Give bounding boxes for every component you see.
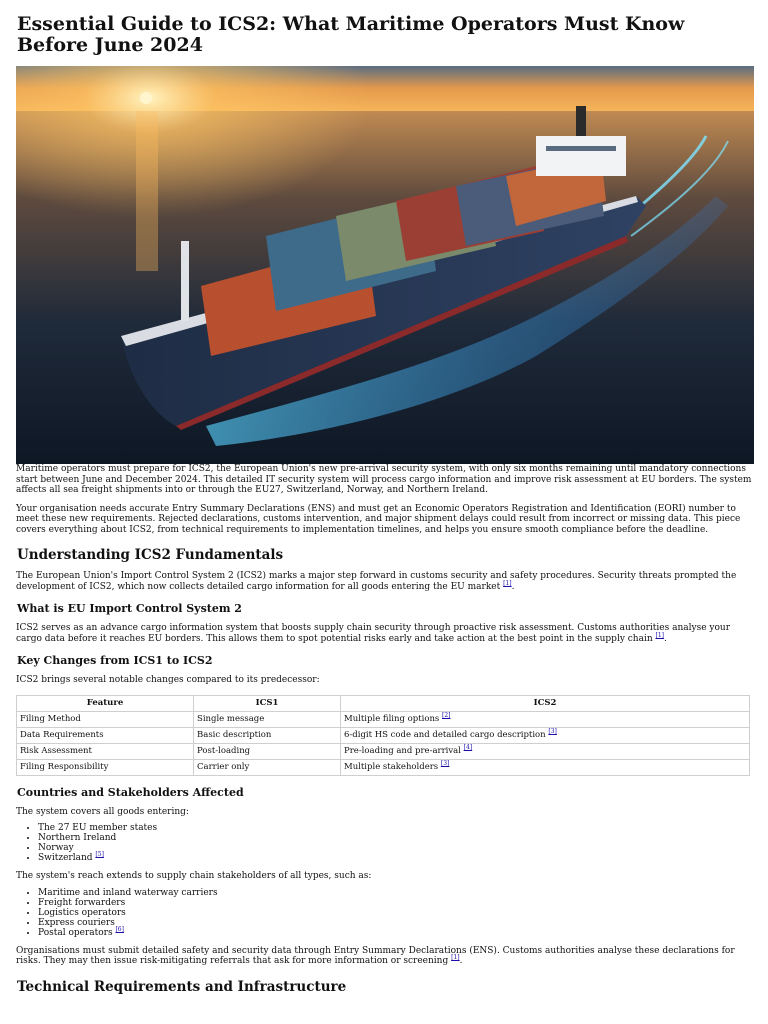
page-title: Essential Guide to ICS2: What Maritime Operators Must Know Before June 2024	[17, 13, 685, 56]
list-item: • Postal operators [6]	[38, 928, 754, 938]
table-cell-text: Pre-loading and pre-arrival	[344, 746, 461, 756]
table-cell	[341, 743, 750, 759]
table-cell: Risk Assessment	[17, 743, 194, 759]
citation-link[interactable]: [3]	[440, 760, 450, 768]
list-item: • Norway	[38, 843, 754, 853]
ens-text: Organisations must submit detailed safety and security data through Entry Summary Declarations (ENS). Customs authorities analyse these declarations for risks. They may then issue risk-mitigating referrals that ask for more information or screening	[16, 945, 735, 966]
citation-link[interactable]: [1]	[451, 954, 460, 961]
table-cell: Data Requirements	[17, 727, 194, 743]
section-heading-key-changes: Key Changes from ICS1 to ICS2	[17, 654, 213, 667]
list-item: • Freight forwarders	[38, 898, 754, 908]
list-item: • The 27 EU member states	[38, 823, 754, 833]
table-cell	[341, 711, 750, 727]
table-header-row	[17, 695, 750, 711]
table-cell-text: Multiple filing options	[344, 714, 440, 724]
table-cell: Basic description	[194, 727, 341, 743]
ens-paragraph: Organisations must submit detailed safety and security data through Entry Summary Declarations (ENS). Customs authorities analyse these declarations for risks. They may then issue risk-mitigating referrals that ask for more information or screening [1].	[16, 945, 735, 966]
countries-paragraph: The system covers all goods entering:	[16, 806, 189, 817]
intro-paragraph-2: Your organisation needs accurate Entry Summary Declarations (ENS) and must get an Economic Operators Registration and Identification (EORI) number to meet these new requirements. Rejected declarations, customs intervention, and major shipment delays could result from incorrect or missing data. This piece covers everything about ICS2, from technical requirements to implementation timelines, and helps you ensure smooth compliance before the deadline.	[16, 503, 741, 535]
article	[16, 0, 754, 995]
section-heading-technical: Technical Requirements and Infrastructure	[17, 978, 347, 995]
table-row	[17, 711, 750, 727]
table-row	[17, 759, 750, 775]
hero-image-container-ship	[16, 66, 754, 464]
key-changes-paragraph: ICS2 brings several notable changes compared to its predecessor:	[16, 675, 320, 685]
table-cell: Filing Responsibility	[17, 759, 194, 775]
what-is-paragraph: ICS2 serves as an advance cargo information system that boosts supply chain security through proactive risk assessment. Customs authorities analyse your cargo data before it reaches EU borders. This allows them to spot potential risks early and take action at the best point in the supply chain [1].	[16, 623, 731, 644]
table-row	[17, 727, 750, 743]
list-item: • Logistics operators	[38, 908, 754, 918]
section-heading-what-is-ics2: What is EU Import Control System 2	[17, 602, 242, 615]
intro-paragraph-1: Maritime operators must prepare for ICS2, the European Union's new pre-arrival security system, with only six months remaining until mandatory connections start between June and December 2024. This detailed IT security system will process cargo information and improve risk assessment at EU borders. The system affects all sea freight shipments into or through the EU27, Switzerland, Norway, and Northern Ireland.	[16, 464, 752, 495]
citation-link[interactable]: [2]	[442, 712, 451, 720]
table-cell: Filing Method	[17, 711, 194, 727]
table-cell	[341, 727, 750, 743]
table-row	[17, 743, 750, 759]
table-cell	[341, 759, 750, 775]
list-item: • Switzerland [5]	[38, 853, 754, 863]
table-cell: Post-loading	[194, 743, 341, 759]
citation-link[interactable]: [1]	[503, 579, 512, 587]
citation-link[interactable]: [6]	[115, 925, 124, 933]
table-cell: Carrier only	[194, 759, 341, 775]
citation-link[interactable]: [1]	[655, 631, 665, 639]
list-item: • Express couriers	[38, 918, 754, 928]
citation-link[interactable]: [5]	[95, 851, 104, 858]
table-cell-text: Multiple stakeholders	[344, 762, 439, 772]
list-item: • Northern Ireland	[38, 833, 754, 843]
table-header-cell: Feature	[17, 695, 194, 711]
fundamentals-text: The European Union's Import Control System 2 (ICS2) marks a major step forward in customs security and safety procedures. Security threats prompted the development of ICS2, which now collects detailed cargo information for all goods entering the EU market	[16, 571, 737, 592]
citation-link[interactable]: [4]	[463, 744, 473, 752]
section-heading-countries: Countries and Stakeholders Affected	[17, 785, 244, 799]
table-cell: Single message	[194, 711, 341, 727]
citation-link[interactable]: [3]	[548, 728, 557, 736]
fundamentals-paragraph: The European Union's Import Control System 2 (ICS2) marks a major step forward in customs security and safety procedures. Security threats prompted the development of ICS2, which now collects detailed cargo information for all goods entering the EU market [1].	[16, 571, 737, 592]
section-heading-fundamentals: Understanding ICS2 Fundamentals	[17, 547, 284, 563]
countries-list	[16, 823, 754, 863]
stakeholders-paragraph: The system's reach extends to supply chain stakeholders of all types, such as:	[16, 871, 372, 881]
container-ship-illustration	[16, 66, 754, 464]
table-header-cell: ICS2	[341, 695, 750, 711]
what-is-text: ICS2 serves as an advance cargo information system that boosts supply chain security through proactive risk assessment. Customs authorities analyse your cargo data before it reaches EU borders. This allows them to spot potential risks early and take action at the best point in the supply chain	[16, 623, 731, 644]
stakeholders-list	[16, 888, 754, 938]
table-header-cell: ICS1	[194, 695, 341, 711]
list-item: • Maritime and inland waterway carriers	[38, 888, 754, 898]
ics1-vs-ics2-table	[16, 695, 750, 776]
table-cell-text: 6-digit HS code and detailed cargo description	[344, 730, 546, 740]
